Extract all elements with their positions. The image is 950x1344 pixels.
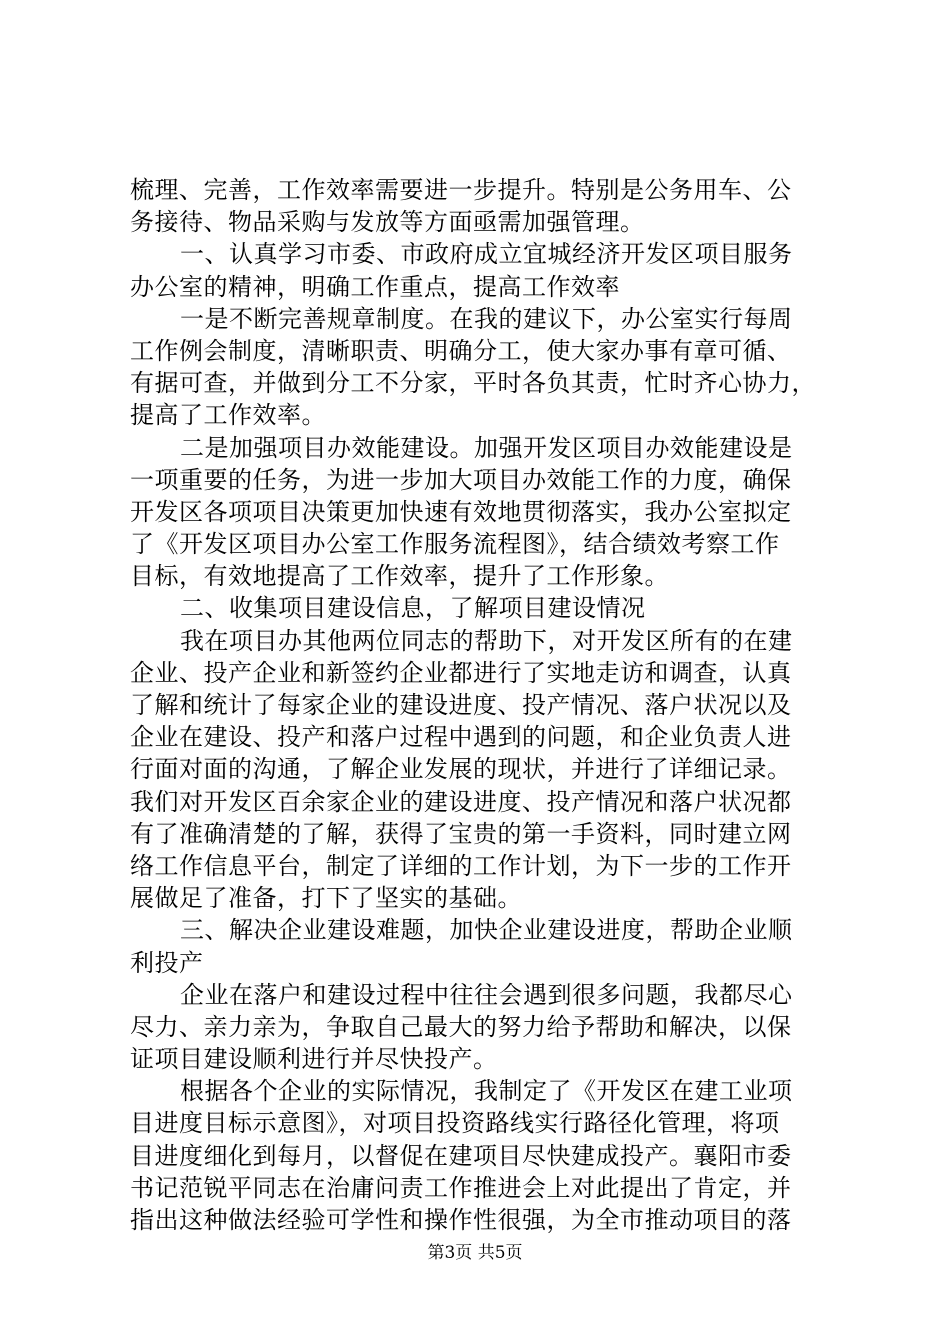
- section-heading-line: 办公室的精神，明确工作重点，提高工作效率: [130, 272, 620, 301]
- text-line: 开发区各项项目决策更加快速有效地贯彻落实，我办公室拟定: [130, 497, 792, 526]
- text-line: 企业在落户和建设过程中往往会遇到很多问题，我都尽心: [180, 980, 793, 1009]
- text-line: 指出这种做法经验可学性和操作性很强，为全市推动项目的落: [130, 1206, 792, 1234]
- text-line: 目进度细化到每月，以督促在建项目尽快建成投产。襄阳市委: [130, 1141, 792, 1170]
- text-line: 企业、投产企业和新签约企业都进行了实地走访和调查，认真: [130, 658, 792, 687]
- text-line: 目标，有效地提高了工作效率，提升了工作形象。: [130, 562, 669, 591]
- text-line: 我们对开发区百余家企业的建设进度、投产情况和落户状况都: [130, 787, 792, 816]
- text-line: 我在项目办其他两位同志的帮助下，对开发区所有的在建: [180, 626, 793, 655]
- text-line: 务接待、物品采购与发放等方面亟需加强管理。: [130, 208, 645, 237]
- text-line: 有了准确清楚的了解，获得了宝贵的第一手资料，同时建立网: [130, 819, 792, 848]
- text-line: 了《开发区项目办公室工作服务流程图》，结合绩效考察工作: [130, 530, 780, 559]
- page-number-footer: 第3页 共5页: [427, 1243, 523, 1263]
- text-line: 行面对面的沟通，了解企业发展的现状，并进行了详细记录。: [130, 755, 792, 784]
- text-line: 根据各个企业的实际情况，我制定了《开发区在建工业项: [180, 1077, 793, 1106]
- text-line: 二是加强项目办效能建设。加强开发区项目办效能建设是: [180, 433, 793, 462]
- text-line: 梳理、完善，工作效率需要进一步提升。特别是公务用车、公: [130, 176, 792, 204]
- text-line: 展做足了准备，打下了坚实的基础。: [130, 884, 522, 913]
- text-line: 尽力、亲力亲为，争取自己最大的努力给予帮助和解决，以保: [130, 1012, 792, 1041]
- section-heading-line: 一、认真学习市委、市政府成立宜城经济开发区项目服务: [180, 240, 793, 269]
- text-line: 一是不断完善规章制度。在我的建议下，办公室实行每周: [180, 304, 793, 333]
- text-line: 工作例会制度，清晰职责、明确分工，使大家办事有章可循、: [130, 336, 792, 365]
- section-heading-line: 三、解决企业建设难题，加快企业建设进度，帮助企业顺: [180, 916, 793, 945]
- text-line: 提高了工作效率。: [130, 401, 326, 430]
- text-line: 书记范锐平同志在治庸问责工作推进会上对此提出了肯定，并: [130, 1173, 792, 1202]
- text-line: 有据可查，并做到分工不分家，平时各负其责，忙时齐心协力，: [130, 369, 816, 398]
- text-line: 目进度目标示意图》，对项目投资路线实行路径化管理，将项: [130, 1109, 780, 1138]
- text-line: 了解和统计了每家企业的建设进度、投产情况、落户状况以及: [130, 691, 792, 719]
- text-line: 证项目建设顺利进行并尽快投产。: [130, 1045, 498, 1074]
- text-line: 企业在建设、投产和落户过程中遇到的问题，和企业负责人进: [130, 723, 792, 752]
- text-line: 一项重要的任务，为进一步加大项目办效能工作的力度，确保: [130, 465, 792, 494]
- section-heading-line: 二、收集项目建设信息，了解项目建设情况: [180, 594, 646, 623]
- document-body: [130, 174, 830, 1236]
- text-line: 络工作信息平台，制定了详细的工作计划，为下一步的工作开: [130, 851, 792, 880]
- section-heading-line: 利投产: [130, 948, 204, 977]
